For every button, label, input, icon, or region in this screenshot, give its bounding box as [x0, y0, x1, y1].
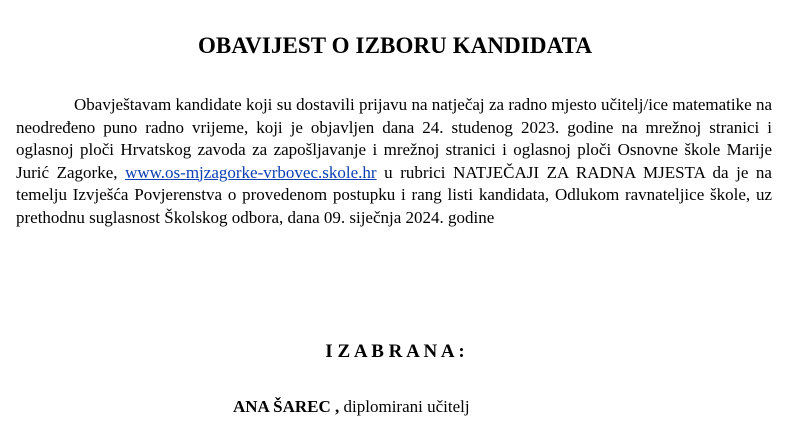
selected-candidate — [233, 397, 470, 417]
announcement-paragraph — [16, 94, 772, 229]
document-title: OBAVIJEST O IZBORU KANDIDATA — [197, 33, 593, 58]
candidate-name: ANA ŠAREC , — [233, 397, 340, 416]
candidate-title: diplomirani učitelj — [339, 397, 470, 416]
selected-heading: I Z A B R A N A : — [325, 341, 465, 362]
paragraph-text-before-link: Obavještavam kandidate koji su dostavili prijavu na natječaj za radno mjesto učitelj/ice matematike na neodređeno puno radno vrijeme, koji je objavljen dana 24. studenog 2023. godine na mrežnoj stranici i oglasnoj ploči Hrvatskog zavoda za zapošljavanje i mrežnoj stranici i oglasnoj ploči Osnovne škole Marije Jurić Zagorke, — [16, 95, 772, 182]
paragraph-text-after-link: u rubrici NATJEČAJI ZA RADNA MJESTA da je na temelju Izvješća Povjerenstva o provedenom postupku i rang listi kandidata, Odlukom ravnateljice škole, uz prethodnu suglasnost Školskog odbora, dana 09. siječnja 2024. godine — [16, 162, 772, 227]
school-website-link[interactable]: www.os-mjzagorke-vrbovec.skole.hr — [125, 162, 377, 182]
